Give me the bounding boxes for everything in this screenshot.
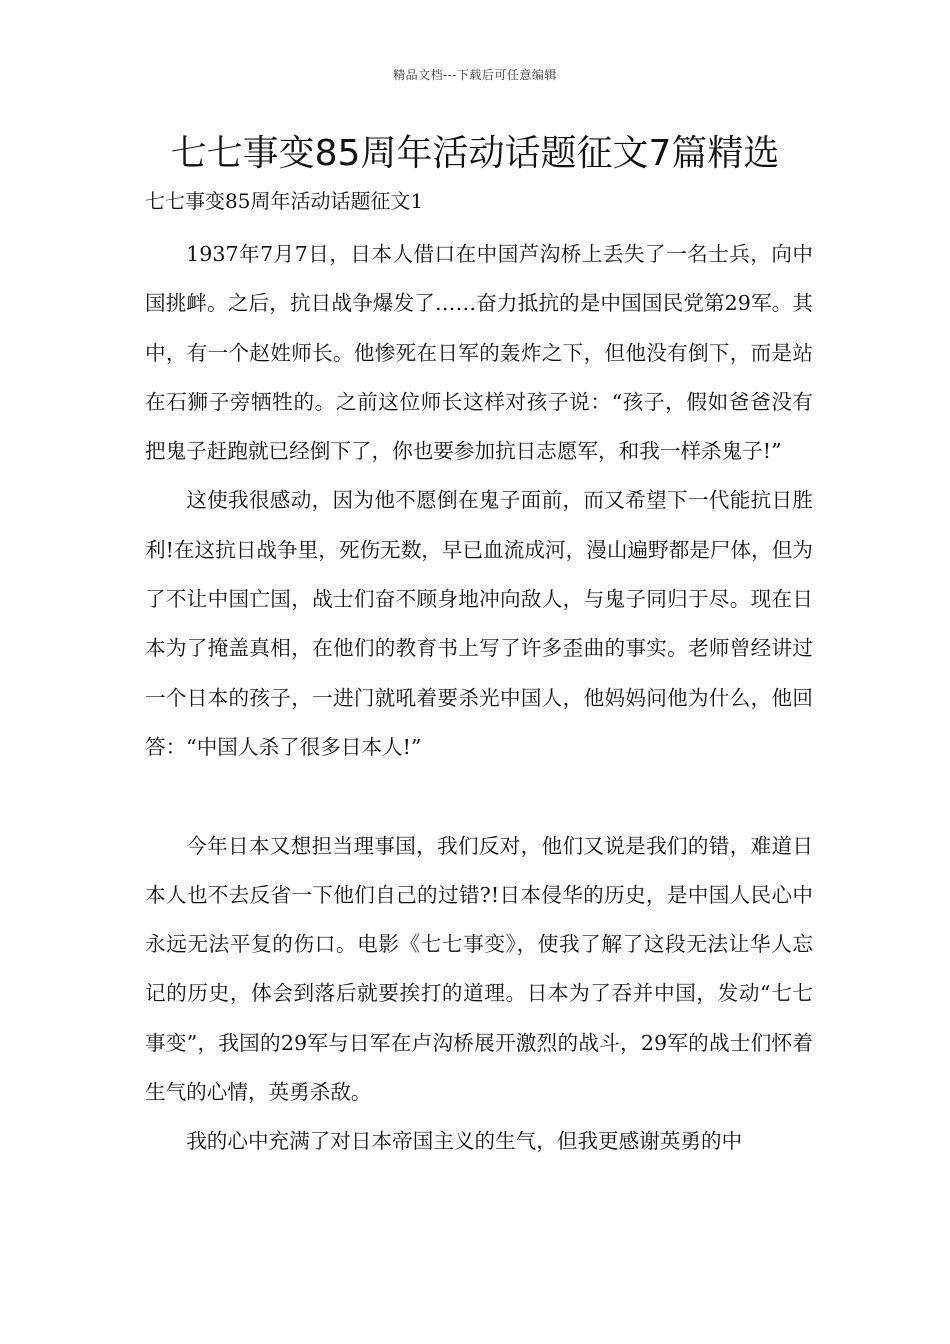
document-title: 七七事变85周年活动话题征文7篇精选 — [170, 133, 780, 174]
paragraph: 这使我很感动，因为他不愿倒在鬼子面前，而又希望下一代能抗日胜利!在这抗日战争里，死伤无数，早已血流成河，漫山遍野都是尸体，但为了不让中国亡国，战士们奋不顾身地冲向敌人，与鬼子同归于尽。现在日本为了掩盖真相，在他们的教育书上写了许多歪曲的事实。老师曾经讲过一个日本的孩子，一进门就吼着要杀光中国人，他妈妈问他为什么，他回答：“中国人杀了很多日本人!” — [145, 488, 813, 759]
section-heading: 七七事变85周年活动话题征文1 — [145, 189, 424, 213]
paragraph: 我的心中充满了对日本帝国主义的生气，但我更感谢英勇的中 — [186, 1129, 743, 1154]
document-body — [145, 230, 813, 1167]
paragraph: 今年日本又想担当理事国，我们反对，他们又说是我们的错，难道日本人也不去反省一下他们自己的过错?!日本侵华的历史，是中国人民心中永远无法平复的伤口。电影《七七事变》，使我了解了这段无法让华人忘记的历史，体会到落后就要挨打的道理。日本为了吞并中国，发动“七七事变”，我国的29军与日军在卢沟桥展开激烈的战斗，29军的战士们怀着生气的心情，英勇杀敌。 — [145, 833, 813, 1105]
header-note: 精品文档---下载后可任意编辑 — [393, 68, 557, 82]
paragraph: 1937年7月7日，日本人借口在中国芦沟桥上丢失了一名士兵，向中国挑衅。之后，抗日战争爆发了……奋力抵抗的是中国国民党第29军。其中，有一个赵姓师长。他惨死在日军的轰炸之下，但他没有倒下，而是站在石狮子旁牺牲的。之前这位师长这样对孩子说：“孩子，假如爸爸没有把鬼子赶跑就已经倒下了，你也要参加抗日志愿军，和我一样杀鬼子!” — [145, 242, 813, 464]
